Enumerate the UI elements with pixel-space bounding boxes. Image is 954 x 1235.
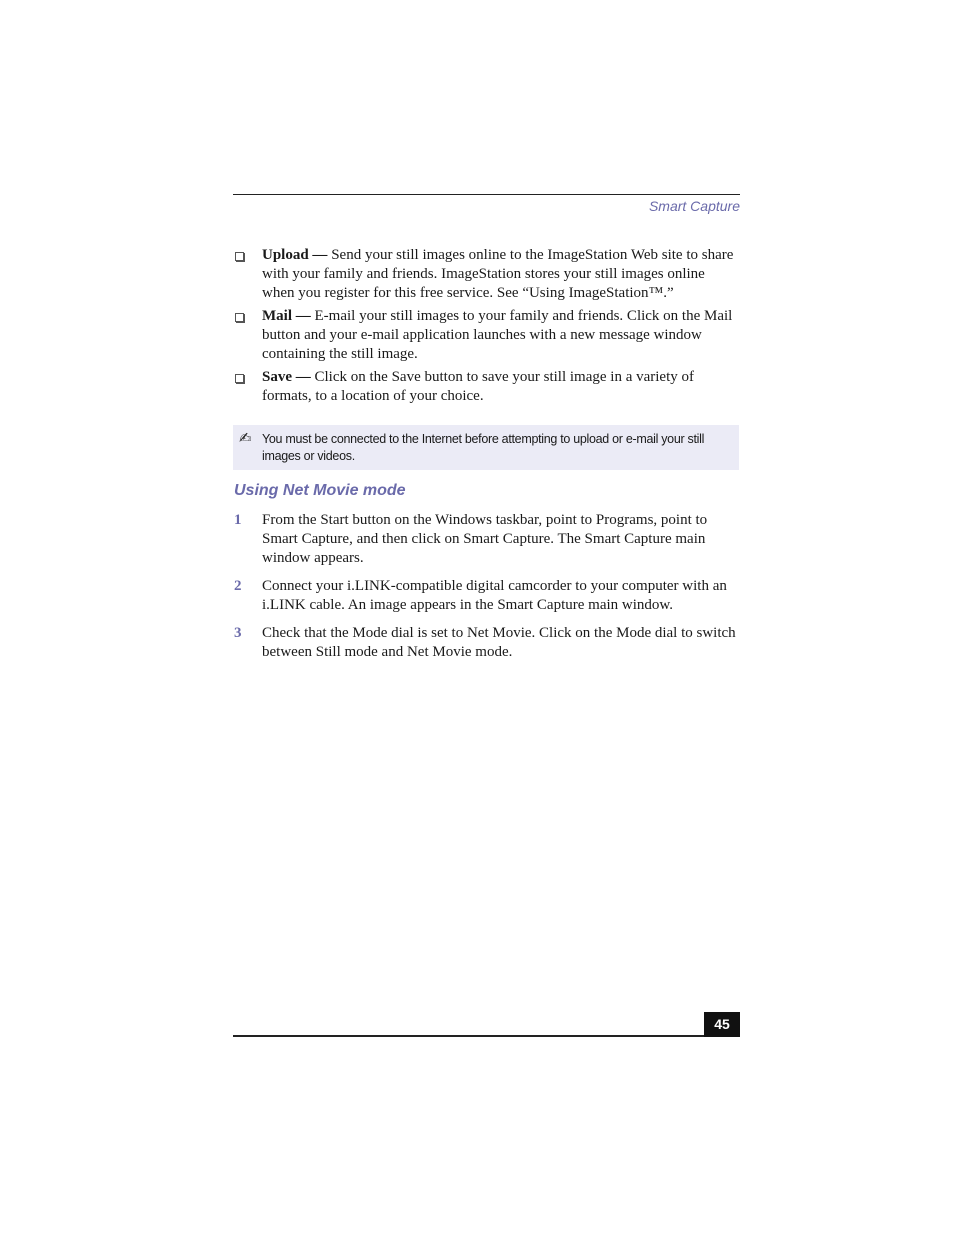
step-item: [233, 577, 740, 615]
step-text: Check that the Mode dial is set to Net Movie. Click on the Mode dial to switch between Still mode and Net Movie mode.: [262, 625, 736, 660]
checkbox-bullet-icon: [235, 313, 244, 322]
step-number: 3: [234, 625, 242, 641]
page-number: 45: [704, 1012, 740, 1037]
note-text: You must be connected to the Internet before attempting to upload or e-mail your still images or videos.: [262, 432, 705, 463]
bullet-item-upload: [233, 246, 740, 303]
header-rule: [233, 194, 740, 195]
step-item: [233, 624, 740, 662]
checkbox-bullet-icon: [235, 252, 244, 261]
footer-rule: [233, 1035, 740, 1037]
running-header-title: Smart Capture: [648, 198, 740, 214]
bullet-item-save: [233, 368, 740, 406]
bullet-term: Mail —: [262, 308, 311, 324]
bullet-item-mail: [233, 307, 740, 364]
pencil-note-icon: ✍: [239, 429, 252, 447]
checkbox-bullet-icon: [235, 374, 244, 383]
bullet-text: Click on the Save button to save your still image in a variety of formats, to a location of your choice.: [262, 369, 695, 404]
step-text: From the Start button on the Windows taskbar, point to Programs, point to Smart Capture, and then click on Smart Capture. The Smart Capture main window appears.: [262, 512, 708, 566]
section-heading: Using Net Movie mode: [234, 482, 406, 499]
step-number: 2: [234, 578, 242, 594]
step-item: [233, 511, 740, 568]
step-number: 1: [234, 512, 242, 528]
bullet-text: Send your still images online to the ImageStation Web site to share with your family and friends. ImageStation stores your still images online when you register for this free service. See “Using ImageStation™.”: [262, 247, 734, 301]
bullet-term: Upload —: [262, 247, 328, 263]
bullet-term: Save —: [262, 369, 311, 385]
note-box: [233, 425, 739, 470]
procedure-step-list: [233, 511, 740, 671]
step-text: Connect your i.LINK-compatible digital camcorder to your computer with an i.LINK cable. An image appears in the Smart Capture main window.: [262, 578, 727, 613]
bullet-text: E-mail your still images to your family and friends. Click on the Mail button and your e-mail application launches with a new message window containing the still image.: [262, 308, 733, 362]
feature-bullet-list: [233, 246, 740, 410]
